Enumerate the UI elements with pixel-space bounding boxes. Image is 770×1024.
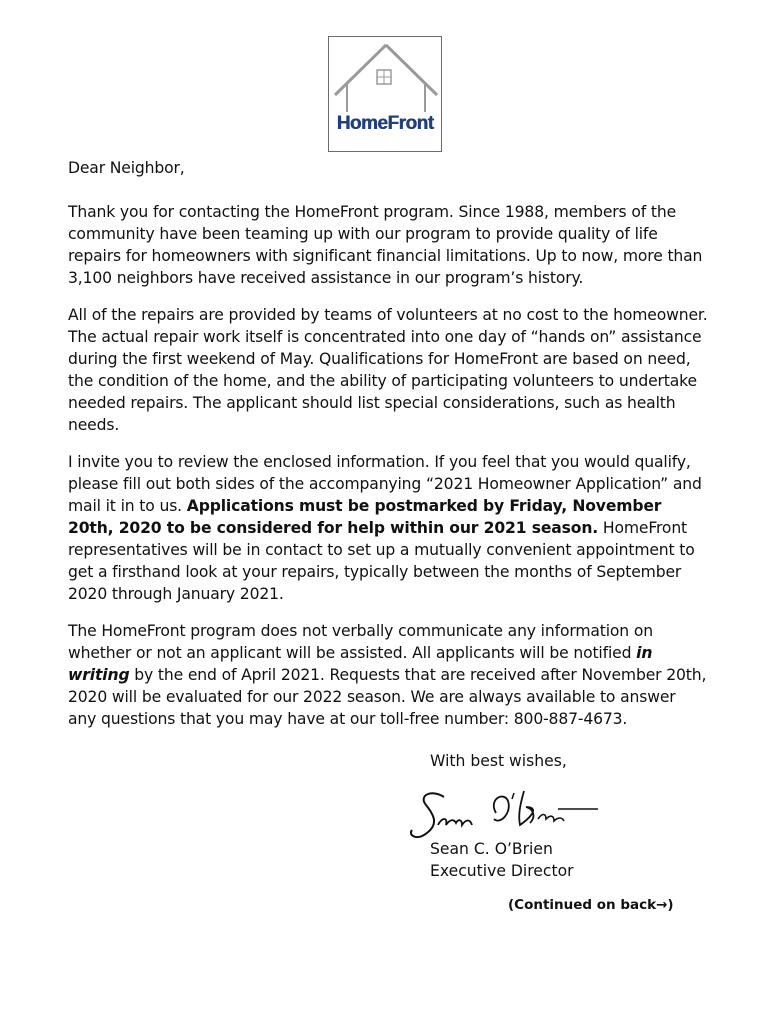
paragraph-notification bbox=[68, 620, 708, 730]
paragraph-repairs: All of the repairs are provided by teams of volunteers at no cost to the homeowner. The actual repair work itself is concentrated into one day of “hands on” assistance during the first weekend of May. Qualifications for HomeFront are based on need, the condition of the home, and the ability of participating volunteers to undertake needed repairs. The applicant should list special considerations, such as health needs. bbox=[68, 306, 708, 434]
closing: With best wishes, bbox=[430, 752, 567, 770]
appointment-text: HomeFront representatives will be in contact to set up a mutually convenient appointment to get a firsthand look at your repairs, typically between the months of September 2020 through January 2021. bbox=[68, 519, 695, 603]
house-icon bbox=[329, 37, 443, 153]
contact-text: by the end of April 2021. Requests that are received after November 20th, 2020 will be evaluated for our 2022 season. We are always available to answer any questions that you may have at our toll-free number: 800-887-4673. bbox=[68, 666, 707, 728]
notification-text: The HomeFront program does not verbally communicate any information on whether or not an applicant will be assisted. All applicants will be notified bbox=[68, 622, 653, 662]
homefront-logo bbox=[328, 36, 442, 152]
application-text: I invite you to review the enclosed information. If you feel that you would qualify, please fill out both sides of the accompanying “2021 Homeowner Application” and mail it in to us. bbox=[68, 453, 702, 515]
paragraph-application bbox=[68, 451, 708, 605]
signature bbox=[404, 785, 604, 845]
logo-wordmark: HomeFront bbox=[336, 113, 434, 134]
paragraph-intro: Thank you for contacting the HomeFront program. Since 1988, members of the community have been teaming up with our program to provide quality of life repairs for homeowners with significant financial limitations. Up to now, more than 3,100 neighbors have received assistance in our program’s history. bbox=[68, 203, 703, 287]
continued-on-back-note: (Continued on back→) bbox=[508, 897, 674, 913]
deadline-text: Applications must be postmarked by Friday, November 20th, 2020 to be considered for help within our 2021 season. bbox=[68, 497, 662, 537]
signatory-name: Sean C. O’Brien bbox=[430, 840, 553, 858]
in-writing-emphasis: in writing bbox=[68, 644, 653, 684]
signatory-title: Executive Director bbox=[430, 862, 574, 880]
salutation: Dear Neighbor, bbox=[68, 159, 185, 177]
